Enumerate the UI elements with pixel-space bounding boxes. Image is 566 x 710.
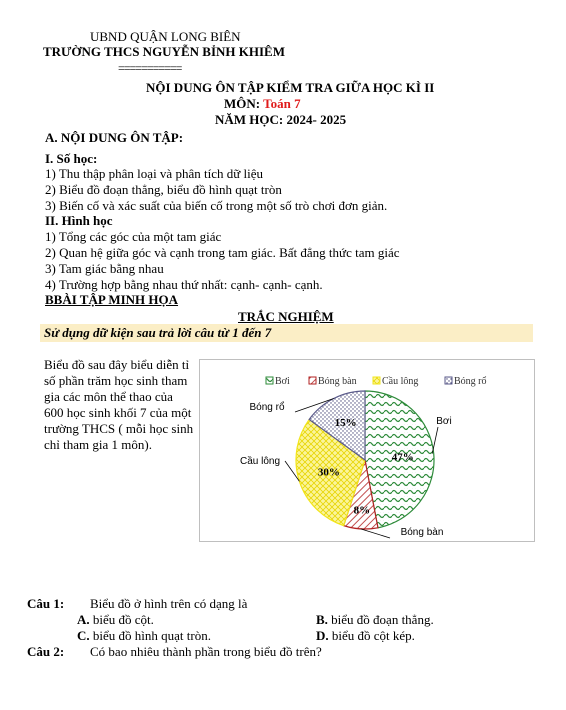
subject-value: Toán 7 [263,96,301,111]
legend-item [266,376,290,387]
slice-data-label: 15% [334,416,357,429]
category-label: Bơi [436,416,452,427]
school-year: NĂM HỌC: 2024- 2025 [215,112,347,127]
option-text: biểu đồ đoạn thẳng. [331,612,434,627]
question-1-option-b [316,612,434,628]
document-title: NỘI DUNG ÔN TẬP KIỂM TRA GIỮA HỌC KÌ II [146,80,435,95]
option-letter: D. [316,628,329,643]
option-text: biểu đồ hình quạt tròn. [92,628,211,643]
subject-label: MÔN: [224,96,261,111]
legend-swatch [373,377,380,384]
part1-item: 1) Thu thập phân loại và phân tích dữ liệu [45,166,264,181]
legend-item [445,376,487,387]
option-text: biểu đồ cột kép. [331,628,415,643]
part2-item: 1) Tổng các góc của một tam giác [45,229,222,244]
slice-data-label: 47% [391,451,414,464]
legend-label: Bơi [275,376,290,387]
question-1-number: Câu 1: [27,596,65,611]
legend-label: Bóng rổ [454,376,487,387]
category-label: Bóng rổ [249,402,285,413]
part1-item: 2) Biểu đồ đoạn thẳng, biểu đồ hình quạt tròn [45,182,282,197]
section-a-heading: A. NỘI DUNG ÔN TẬP: [45,130,184,145]
option-letter: C. [77,628,90,643]
category-label: Bóng bàn [400,527,444,538]
question-2-number: Câu 2: [27,644,65,659]
section-b-heading: BBÀI TẬP MINH HỌA [45,292,179,307]
school-name: TRƯỜNG THCS NGUYỄN BỈNH KHIÊM [43,44,285,59]
question-1-option-c [77,628,211,644]
district-name: UBND QUẬN LONG BIÊN [90,29,241,44]
question-2-text: Có bao nhiêu thành phần trong biểu đồ trên? [90,644,322,659]
multiple-choice-heading: TRẮC NGHIỆM [238,309,334,324]
question-1-option-d [316,628,415,644]
leader-line [361,529,390,538]
part2-item: 2) Quan hệ giữa góc và cạnh trong tam giác. Bất đẳng thức tam giác [45,245,400,260]
option-letter: B. [316,612,328,627]
chart-intro-text: Biểu đồ sau đây biểu diễn tỉ số phần trăm học sinh tham gia các môn thể thao của 600 học sinh khối 7 của một trường THCS ( mỗi học sinh chỉ tham gia 1 môn). [44,357,194,452]
legend-swatch [309,377,316,384]
part2-item: 4) Trường hợp bằng nhau thứ nhất: cạnh- cạnh- cạnh. [45,277,323,292]
question-1-option-a [77,612,154,628]
part2-heading: II. Hình học [45,213,113,228]
slice-data-label: 8% [353,504,371,517]
legend-swatch [266,377,273,384]
option-text: biểu đồ cột. [92,612,154,627]
legend-item [373,376,418,387]
legend-item [309,376,357,387]
slice-data-label: 30% [317,466,340,479]
instruction-text: Sử dụng dữ kiện sau trả lời câu từ 1 đến 7 [44,325,272,340]
part1-heading: I. Số học: [45,151,98,166]
subject-line [224,96,301,112]
part2-item: 3) Tam giác bằng nhau [45,261,164,276]
legend-swatch [445,377,452,384]
legend-label: Bóng bàn [318,376,357,387]
question-1-text: Biểu đồ ở hình trên có dạng là [90,596,248,611]
pie-chart [200,360,534,541]
header-separator: =========== [118,61,182,75]
part1-item: 3) Biến cố và xác suất của biến cố trong một số trò chơi đơn giản. [45,198,388,213]
legend-label: Cầu lông [382,376,419,387]
pie-chart-frame [199,359,535,542]
category-label: Cầu lông [239,456,281,467]
leader-line [432,427,438,454]
option-letter: A. [77,612,90,627]
